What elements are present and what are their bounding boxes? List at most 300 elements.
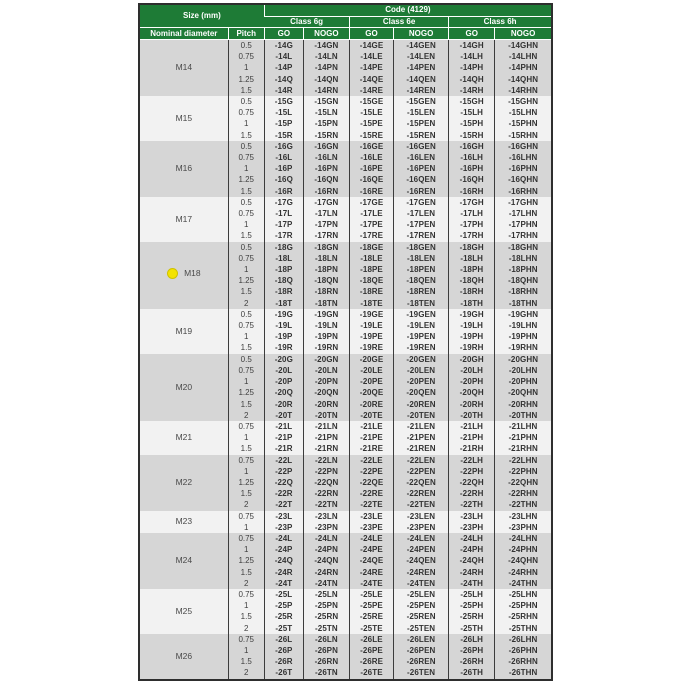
code-cell: -25TH (449, 623, 495, 634)
code-cell: -18L (264, 253, 303, 264)
code-cell: -26TE (349, 667, 393, 679)
code-cell: -16PE (349, 163, 393, 174)
thread-gauge-table-container (138, 3, 553, 681)
nominal-diameter-content (176, 62, 193, 73)
code-cell: -20P (264, 376, 303, 387)
pitch-cell: 0.75 (228, 533, 264, 544)
code-cell: -17RHN (495, 230, 552, 241)
code-cell: -23LN (303, 511, 349, 522)
code-cell: -22RN (303, 488, 349, 499)
code-cell: -23LH (449, 511, 495, 522)
code-cell: -22P (264, 466, 303, 477)
code-cell: -16LHN (495, 152, 552, 163)
pitch-cell: 0.5 (228, 309, 264, 320)
code-cell: -25PHN (495, 600, 552, 611)
code-cell: -24LN (303, 533, 349, 544)
code-cell: -20TN (303, 410, 349, 421)
code-cell: -26T (264, 667, 303, 679)
code-cell: -20LN (303, 365, 349, 376)
code-cell: -16L (264, 152, 303, 163)
code-cell: -18PN (303, 264, 349, 275)
code-cell: -18LEN (394, 253, 449, 264)
header-class-6h: Class 6h (449, 16, 552, 28)
code-cell: -18GEN (394, 242, 449, 253)
code-cell: -20T (264, 410, 303, 421)
pitch-cell: 2 (228, 667, 264, 679)
pitch-cell: 0.75 (228, 320, 264, 331)
code-cell: -14GE (349, 40, 393, 52)
code-cell: -17LH (449, 208, 495, 219)
nominal-diameter-cell (139, 141, 228, 197)
code-cell: -19LH (449, 320, 495, 331)
nominal-diameter-content (176, 113, 193, 124)
code-cell: -22LN (303, 455, 349, 466)
code-cell: -15PEN (394, 118, 449, 129)
code-cell: -20RH (449, 399, 495, 410)
code-cell: -18PEN (394, 264, 449, 275)
code-cell: -22RH (449, 488, 495, 499)
pitch-cell: 1 (228, 219, 264, 230)
code-cell: -17RN (303, 230, 349, 241)
table-row (139, 533, 552, 544)
code-cell: -17GE (349, 197, 393, 208)
pitch-cell: 2 (228, 410, 264, 421)
code-cell: -23L (264, 511, 303, 522)
code-cell: -16G (264, 141, 303, 152)
code-cell: -14LHN (495, 51, 552, 62)
table-row (139, 242, 552, 253)
code-cell: -26PEN (394, 645, 449, 656)
code-cell: -20Q (264, 387, 303, 398)
code-cell: -17LEN (394, 208, 449, 219)
pitch-cell: 0.75 (228, 634, 264, 645)
nominal-diameter-cell (139, 421, 228, 455)
code-cell: -20REN (394, 399, 449, 410)
code-cell: -15RE (349, 130, 393, 141)
code-cell: -16LH (449, 152, 495, 163)
code-cell: -21RH (449, 443, 495, 454)
nominal-diameter-label: M18 (184, 268, 201, 279)
nominal-diameter-label: M14 (175, 62, 193, 73)
nominal-diameter-cell (139, 634, 228, 680)
code-cell: -14RHN (495, 85, 552, 96)
code-cell: -24L (264, 533, 303, 544)
code-cell: -14QE (349, 74, 393, 85)
nominal-diameter-label: M26 (175, 650, 193, 661)
code-cell: -14LEN (394, 51, 449, 62)
code-cell: -16GHN (495, 141, 552, 152)
code-cell: -15GHN (495, 96, 552, 107)
code-cell: -16PH (449, 163, 495, 174)
code-cell: -18LE (349, 253, 393, 264)
code-cell: -14QEN (394, 74, 449, 85)
code-cell: -20RN (303, 399, 349, 410)
code-cell: -24TH (449, 578, 495, 589)
code-cell: -22LEN (394, 455, 449, 466)
code-cell: -22TE (349, 499, 393, 510)
code-cell: -15GEN (394, 96, 449, 107)
code-cell: -22L (264, 455, 303, 466)
pitch-cell: 1 (228, 432, 264, 443)
code-cell: -17P (264, 219, 303, 230)
pitch-cell: 0.75 (228, 365, 264, 376)
nominal-diameter-content (176, 555, 193, 566)
code-cell: -22QEN (394, 477, 449, 488)
code-cell: -15PHN (495, 118, 552, 129)
nominal-diameter-content (176, 606, 193, 617)
code-cell: -22RHN (495, 488, 552, 499)
code-cell: -20R (264, 399, 303, 410)
pitch-cell: 1.25 (228, 174, 264, 185)
nominal-diameter-content (176, 651, 193, 662)
pitch-cell: 1.5 (228, 130, 264, 141)
code-cell: -14QHN (495, 74, 552, 85)
code-cell: -24PE (349, 544, 393, 555)
code-cell: -16GEN (394, 141, 449, 152)
table-row (139, 421, 552, 432)
code-cell: -24THN (495, 578, 552, 589)
code-cell: -24P (264, 544, 303, 555)
pitch-cell: 1.5 (228, 611, 264, 622)
code-cell: -19RE (349, 342, 393, 353)
code-cell: -15GE (349, 96, 393, 107)
code-cell: -20PH (449, 376, 495, 387)
code-cell: -18PE (349, 264, 393, 275)
code-cell: -26TH (449, 667, 495, 679)
code-cell: -23P (264, 522, 303, 533)
pitch-cell: 1 (228, 331, 264, 342)
nominal-diameter-cell (139, 309, 228, 354)
pitch-cell: 0.5 (228, 96, 264, 107)
code-cell: -20L (264, 365, 303, 376)
code-cell: -22PHN (495, 466, 552, 477)
code-cell: -19GN (303, 309, 349, 320)
code-cell: -25TE (349, 623, 393, 634)
pitch-cell: 1 (228, 264, 264, 275)
code-cell: -23PHN (495, 522, 552, 533)
pitch-cell: 1 (228, 645, 264, 656)
code-cell: -20GEN (394, 354, 449, 365)
code-cell: -19RH (449, 342, 495, 353)
code-cell: -16LEN (394, 152, 449, 163)
header-nogo-6h: NOGO (495, 28, 552, 40)
code-cell: -26R (264, 656, 303, 667)
header-nogo-6e: NOGO (394, 28, 449, 40)
nominal-diameter-cell (139, 354, 228, 421)
code-cell: -25LN (303, 589, 349, 600)
code-cell: -19PN (303, 331, 349, 342)
code-cell: -18GH (449, 242, 495, 253)
code-cell: -15PN (303, 118, 349, 129)
code-cell: -24REN (394, 567, 449, 578)
code-cell: -16QE (349, 174, 393, 185)
code-cell: -20QHN (495, 387, 552, 398)
nominal-diameter-content (176, 163, 193, 174)
code-cell: -18PH (449, 264, 495, 275)
code-cell: -15P (264, 118, 303, 129)
code-cell: -26PN (303, 645, 349, 656)
table-header (139, 4, 552, 40)
code-cell: -16LE (349, 152, 393, 163)
code-cell: -23LEN (394, 511, 449, 522)
code-cell: -18LN (303, 253, 349, 264)
pitch-cell: 1.5 (228, 342, 264, 353)
code-cell: -19GHN (495, 309, 552, 320)
code-cell: -20QH (449, 387, 495, 398)
code-cell: -20RHN (495, 399, 552, 410)
code-cell: -18LHN (495, 253, 552, 264)
code-cell: -24RN (303, 567, 349, 578)
code-cell: -26REN (394, 656, 449, 667)
code-cell: -16QN (303, 174, 349, 185)
code-cell: -20QEN (394, 387, 449, 398)
code-cell: -24R (264, 567, 303, 578)
code-cell: -25LEN (394, 589, 449, 600)
nominal-diameter-content (176, 477, 193, 488)
code-cell: -26LEN (394, 634, 449, 645)
code-cell: -14RE (349, 85, 393, 96)
code-cell: -24QHN (495, 555, 552, 566)
pitch-cell: 2 (228, 499, 264, 510)
pitch-cell: 1.5 (228, 443, 264, 454)
nominal-diameter-cell (139, 589, 228, 634)
code-cell: -17L (264, 208, 303, 219)
code-cell: -20TE (349, 410, 393, 421)
code-cell: -26TEN (394, 667, 449, 679)
pitch-cell: 1.5 (228, 186, 264, 197)
code-cell: -23PE (349, 522, 393, 533)
code-cell: -14GEN (394, 40, 449, 52)
nominal-diameter-cell (139, 40, 228, 97)
code-cell: -25LHN (495, 589, 552, 600)
code-cell: -25T (264, 623, 303, 634)
code-cell: -16RHN (495, 186, 552, 197)
code-cell: -24PH (449, 544, 495, 555)
code-cell: -19GEN (394, 309, 449, 320)
code-cell: -22PH (449, 466, 495, 477)
thread-gauge-code-table (138, 3, 553, 681)
code-cell: -14Q (264, 74, 303, 85)
code-cell: -25PH (449, 600, 495, 611)
code-cell: -20GN (303, 354, 349, 365)
code-cell: -22PEN (394, 466, 449, 477)
header-go-6g: GO (264, 28, 303, 40)
code-cell: -23PEN (394, 522, 449, 533)
code-cell: -21RHN (495, 443, 552, 454)
code-cell: -24LE (349, 533, 393, 544)
pitch-cell: 1 (228, 600, 264, 611)
code-cell: -16QEN (394, 174, 449, 185)
table-row (139, 309, 552, 320)
code-cell: -16PEN (394, 163, 449, 174)
code-cell: -24PHN (495, 544, 552, 555)
code-cell: -22LH (449, 455, 495, 466)
code-cell: -15GN (303, 96, 349, 107)
code-cell: -25PN (303, 600, 349, 611)
code-cell: -14QH (449, 74, 495, 85)
pitch-cell: 1 (228, 466, 264, 477)
pitch-cell: 0.75 (228, 589, 264, 600)
code-cell: -18TH (449, 298, 495, 309)
code-cell: -18TEN (394, 298, 449, 309)
pitch-cell: 2 (228, 578, 264, 589)
code-cell: -22PN (303, 466, 349, 477)
table-row (139, 634, 552, 645)
code-cell: -20GE (349, 354, 393, 365)
nominal-diameter-cell (139, 197, 228, 242)
pitch-cell: 1 (228, 163, 264, 174)
code-cell: -14LN (303, 51, 349, 62)
code-cell: -18R (264, 286, 303, 297)
pitch-cell: 0.5 (228, 141, 264, 152)
code-cell: -18TN (303, 298, 349, 309)
code-cell: -22THN (495, 499, 552, 510)
nominal-diameter-content (176, 214, 193, 225)
code-cell: -21REN (394, 443, 449, 454)
code-cell: -18LH (449, 253, 495, 264)
pitch-cell: 1.5 (228, 286, 264, 297)
code-cell: -21L (264, 421, 303, 432)
code-cell: -21P (264, 432, 303, 443)
nominal-diameter-cell (139, 96, 228, 141)
code-cell: -24TEN (394, 578, 449, 589)
code-cell: -20PEN (394, 376, 449, 387)
code-cell: -26LHN (495, 634, 552, 645)
code-cell: -20GHN (495, 354, 552, 365)
code-cell: -17PN (303, 219, 349, 230)
code-cell: -17GHN (495, 197, 552, 208)
code-cell: -14P (264, 62, 303, 73)
pitch-cell: 1.5 (228, 85, 264, 96)
code-cell: -19LHN (495, 320, 552, 331)
code-cell: -24PN (303, 544, 349, 555)
code-cell: -24QE (349, 555, 393, 566)
code-cell: -22REN (394, 488, 449, 499)
pitch-cell: 0.75 (228, 51, 264, 62)
code-cell: -20TH (449, 410, 495, 421)
code-cell: -21PEN (394, 432, 449, 443)
code-cell: -22TH (449, 499, 495, 510)
code-cell: -16P (264, 163, 303, 174)
code-cell: -21PHN (495, 432, 552, 443)
code-cell: -15REN (394, 130, 449, 141)
table-row (139, 197, 552, 208)
code-cell: -25LH (449, 589, 495, 600)
code-cell: -14PEN (394, 62, 449, 73)
code-cell: -19PE (349, 331, 393, 342)
pitch-cell: 0.75 (228, 107, 264, 118)
code-cell: -16QHN (495, 174, 552, 185)
code-cell: -24LH (449, 533, 495, 544)
code-cell: -18QE (349, 275, 393, 286)
code-cell: -20QN (303, 387, 349, 398)
pitch-cell: 0.75 (228, 455, 264, 466)
code-cell: -24Q (264, 555, 303, 566)
code-cell: -21LE (349, 421, 393, 432)
code-cell: -16GH (449, 141, 495, 152)
header-go-6h: GO (449, 28, 495, 40)
pitch-cell: 1.25 (228, 555, 264, 566)
code-cell: -19PH (449, 331, 495, 342)
code-cell: -18RHN (495, 286, 552, 297)
code-cell: -14PE (349, 62, 393, 73)
nominal-diameter-label: M22 (175, 476, 193, 487)
code-cell: -15RHN (495, 130, 552, 141)
code-cell: -22QE (349, 477, 393, 488)
nominal-diameter-cell (139, 511, 228, 533)
code-cell: -24QN (303, 555, 349, 566)
code-cell: -16LN (303, 152, 349, 163)
code-cell: -24QEN (394, 555, 449, 566)
code-cell: -20PN (303, 376, 349, 387)
code-cell: -25LE (349, 589, 393, 600)
code-cell: -17LE (349, 208, 393, 219)
code-cell: -21RN (303, 443, 349, 454)
code-cell: -17PEN (394, 219, 449, 230)
code-cell: -21LEN (394, 421, 449, 432)
pitch-cell: 0.75 (228, 208, 264, 219)
code-cell: -17PH (449, 219, 495, 230)
code-cell: -14PHN (495, 62, 552, 73)
code-cell: -15RH (449, 130, 495, 141)
code-cell: -22TEN (394, 499, 449, 510)
code-cell: -16RH (449, 186, 495, 197)
code-cell: -15LN (303, 107, 349, 118)
code-cell: -25THN (495, 623, 552, 634)
pitch-cell: 0.5 (228, 40, 264, 52)
pitch-cell: 1 (228, 376, 264, 387)
code-cell: -24QH (449, 555, 495, 566)
code-cell: -23LE (349, 511, 393, 522)
code-cell: -25TN (303, 623, 349, 634)
code-cell: -19RN (303, 342, 349, 353)
code-cell: -17RE (349, 230, 393, 241)
code-cell: -16RE (349, 186, 393, 197)
header-nogo-6g: NOGO (303, 28, 349, 40)
code-cell: -26THN (495, 667, 552, 679)
table-row (139, 40, 552, 52)
nominal-diameter-label: M23 (175, 516, 193, 527)
pitch-cell: 0.75 (228, 253, 264, 264)
code-cell: -22LE (349, 455, 393, 466)
header-go-6e: GO (349, 28, 393, 40)
header-size-mm: Size (mm) (139, 4, 264, 28)
code-cell: -23PN (303, 522, 349, 533)
code-cell: -26TN (303, 667, 349, 679)
code-cell: -14LH (449, 51, 495, 62)
pitch-cell: 1.25 (228, 275, 264, 286)
code-cell: -14GH (449, 40, 495, 52)
code-cell: -17RH (449, 230, 495, 241)
nominal-diameter-label: M20 (175, 381, 193, 392)
code-cell: -18QH (449, 275, 495, 286)
code-cell: -26LN (303, 634, 349, 645)
header-nominal-diameter: Nominal diameter (139, 28, 228, 40)
code-cell: -25RE (349, 611, 393, 622)
code-cell: -15LHN (495, 107, 552, 118)
code-cell: -26PE (349, 645, 393, 656)
header-class-6e: Class 6e (349, 16, 448, 28)
code-cell: -19REN (394, 342, 449, 353)
table-row (139, 96, 552, 107)
pitch-cell: 1 (228, 544, 264, 555)
header-class-6g: Class 6g (264, 16, 349, 28)
code-cell: -16GN (303, 141, 349, 152)
code-cell: -17GEN (394, 197, 449, 208)
code-cell: -21LHN (495, 421, 552, 432)
code-cell: -14L (264, 51, 303, 62)
code-cell: -24RH (449, 567, 495, 578)
